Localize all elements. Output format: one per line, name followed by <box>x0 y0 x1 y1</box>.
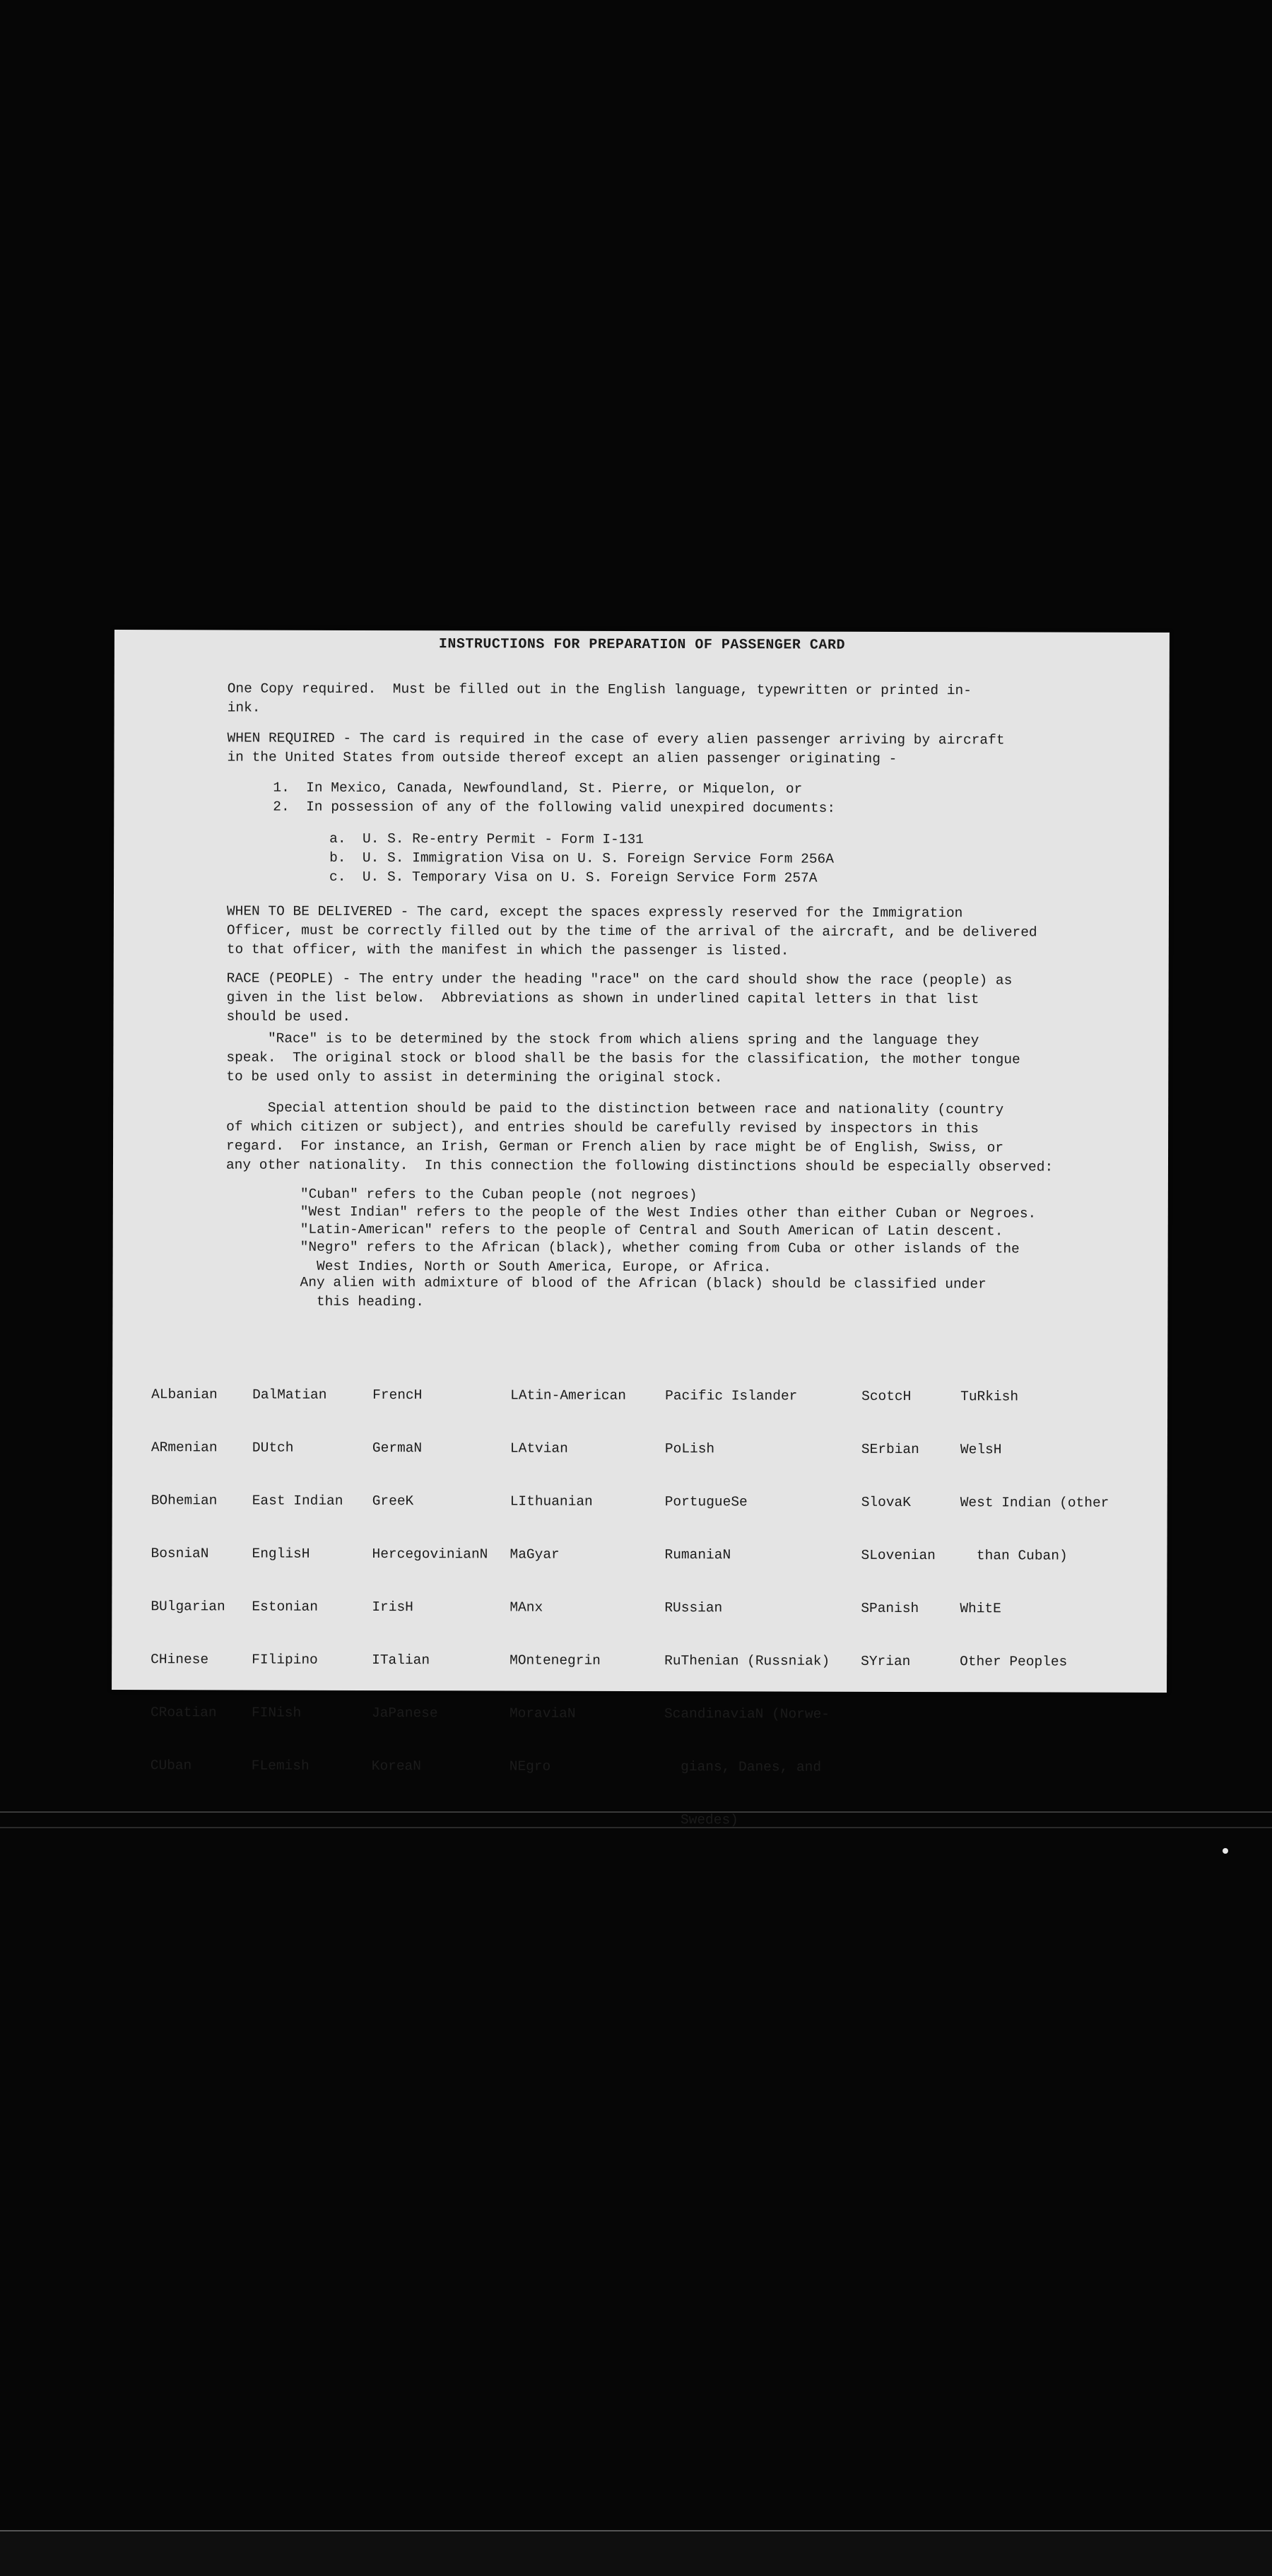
race-item: LAtvian <box>510 1440 568 1457</box>
race-item: TuRkish <box>960 1389 1019 1405</box>
special-attention-paragraph: Special attention should be paid to the distinction between race and nationality (country of which citizen or subject), and entries should be carefully revised by inspectors in this regard. For instance, an Irish, German or French alien by race might be of English, Swiss, or any other nationality. In this connection the following distinctions should be especially observed: <box>225 1100 1054 1175</box>
race-item: SErbian <box>861 1441 919 1458</box>
race-list <box>112 1351 1168 1828</box>
race-item: EnglisH <box>252 1546 310 1562</box>
race-item: SYrian <box>861 1653 911 1670</box>
distinction-latin-american: "Latin-American" refers to the people of Central and South American of Latin descent. <box>300 1221 1003 1240</box>
race-item: BUlgarian <box>151 1599 225 1615</box>
race-item: than Cuban) <box>960 1548 1068 1564</box>
race-item: Other Peoples <box>960 1654 1068 1670</box>
document-item-b: b. U. S. Immigration Visa on U. S. Foreign Service Form 256A <box>329 849 834 867</box>
race-item: MoraviaN <box>509 1705 576 1722</box>
film-bottom-strip <box>0 2530 1272 2576</box>
race-item: West Indian (other <box>960 1495 1109 1511</box>
race-item: SlovaK <box>861 1494 911 1511</box>
distinction-cuban: "Cuban" refers to the Cuban people (not negroes) <box>300 1186 697 1204</box>
race-item: RuThenian (Russniak) <box>664 1653 830 1669</box>
race-item: BOhemian <box>151 1493 218 1509</box>
race-item: PoLish <box>664 1441 715 1457</box>
race-item: SPanish <box>861 1600 919 1617</box>
origin-item-1: 1. In Mexico, Canada, Newfoundland, St. Pierre, or Miquelon, or <box>273 780 803 797</box>
race-item: BosniaN <box>151 1546 209 1562</box>
race-column-1 <box>151 1351 226 1810</box>
race-item: ALbanian <box>151 1387 218 1403</box>
race-item: Pacific Islander <box>665 1388 798 1404</box>
race-column-5 <box>664 1352 830 1865</box>
race-item: ITalian <box>372 1652 430 1669</box>
film-edge-line <box>0 1811 1272 1813</box>
when-required-paragraph: WHEN REQUIRED - The card is required in the case of every alien passenger arriving by aircraft in the United States from outside thereof except an alien passenger originating - <box>227 730 1005 767</box>
race-column-4 <box>510 1352 627 1811</box>
race-item: JaPanese <box>371 1705 438 1722</box>
race-item: Swedes) <box>664 1812 738 1828</box>
dust-speck <box>1223 1848 1228 1854</box>
race-item: ARmenian <box>151 1440 218 1456</box>
race-item: SLovenian <box>861 1547 936 1564</box>
film-edge-line <box>0 1827 1272 1828</box>
race-item: East Indian <box>252 1493 343 1509</box>
distinction-negro: "Negro" refers to the African (black), whether coming from Cuba or other islands of the West Indies, North or South America, Europe, or Africa. <box>300 1239 1020 1276</box>
race-item: MaGyar <box>510 1546 560 1563</box>
race-item: CHinese <box>151 1652 209 1668</box>
race-item: LAtin-American <box>510 1387 626 1404</box>
race-item: GreeK <box>372 1493 414 1510</box>
race-item: CRoatian <box>150 1705 217 1721</box>
race-item: WelsH <box>960 1442 1002 1458</box>
race-column-3 <box>372 1351 489 1811</box>
race-item: CUban <box>150 1758 192 1774</box>
race-column-7 <box>960 1353 1109 1707</box>
distinction-admixture: Any alien with admixture of blood of the African (black) should be classified under this heading. <box>300 1274 987 1310</box>
race-item: ScotcH <box>861 1388 912 1405</box>
race-item: FINish <box>251 1705 302 1721</box>
race-item: PortugueSe <box>664 1494 748 1510</box>
race-item: RUssian <box>664 1600 723 1616</box>
race-item: WhitE <box>960 1601 1001 1617</box>
race-item: FLemish <box>251 1758 310 1774</box>
intro-paragraph: One Copy required. Must be filled out in the English language, typewritten or printed in- ink. <box>227 681 972 716</box>
race-column-2 <box>252 1351 343 1811</box>
race-item: ScandinaviaN (Norwe- <box>664 1706 830 1722</box>
document-sheet <box>112 630 1170 1828</box>
race-column-6 <box>861 1353 936 1706</box>
race-item: LIthuanian <box>510 1493 593 1510</box>
origin-item-2: 2. In possession of any of the following valid unexpired documents: <box>273 799 836 816</box>
race-item: GermaN <box>372 1440 423 1457</box>
race-item: FrencH <box>372 1387 423 1404</box>
race-item: KoreaN <box>371 1758 422 1775</box>
race-item: Estonian <box>252 1599 319 1615</box>
document-item-a: a. U. S. Re-entry Permit - Form I-131 <box>329 830 644 848</box>
document-title: INSTRUCTIONS FOR PREPARATION OF PASSENGER CARD <box>438 636 845 654</box>
race-item: NEgro <box>509 1758 551 1775</box>
race-paragraph: RACE (PEOPLE) - The entry under the heading "race" on the card should show the race (people) as given in the list below. Abbreviations as shown in underlined capital letters in that list should be used. <box>226 970 1013 1025</box>
race-definition-paragraph: "Race" is to be determined by the stock from which aliens spring and the language they speak. The original stock or blood shall be the basis for the classification, the mother tongue to be used only to assist in determining the original stock. <box>226 1030 1020 1086</box>
race-item: FIlipino <box>252 1652 318 1668</box>
race-item: DalMatian <box>252 1387 327 1403</box>
race-item: DUtch <box>252 1440 294 1456</box>
distinction-west-indian: "West Indian" refers to the people of the West Indies other than either Cuban or Negroes. <box>300 1204 1037 1222</box>
race-item: RumaniaN <box>664 1547 731 1563</box>
race-item: IrisH <box>372 1599 413 1616</box>
document-item-c: c. U. S. Temporary Visa on U. S. Foreign Service Form 257A <box>329 869 818 886</box>
race-item: HercegovinianN <box>372 1546 488 1563</box>
when-delivered-paragraph: WHEN TO BE DELIVERED - The card, except the spaces expressly reserved for the Immigration Officer, must be correctly filled out by the time of the arrival of the aircraft, and be delivered to that officer, with the manifest in which the passenger is listed. <box>226 903 1037 959</box>
race-item: MAnx <box>510 1599 543 1616</box>
race-item: gians, Danes, and <box>664 1759 822 1775</box>
race-item: MOntenegrin <box>510 1652 601 1669</box>
